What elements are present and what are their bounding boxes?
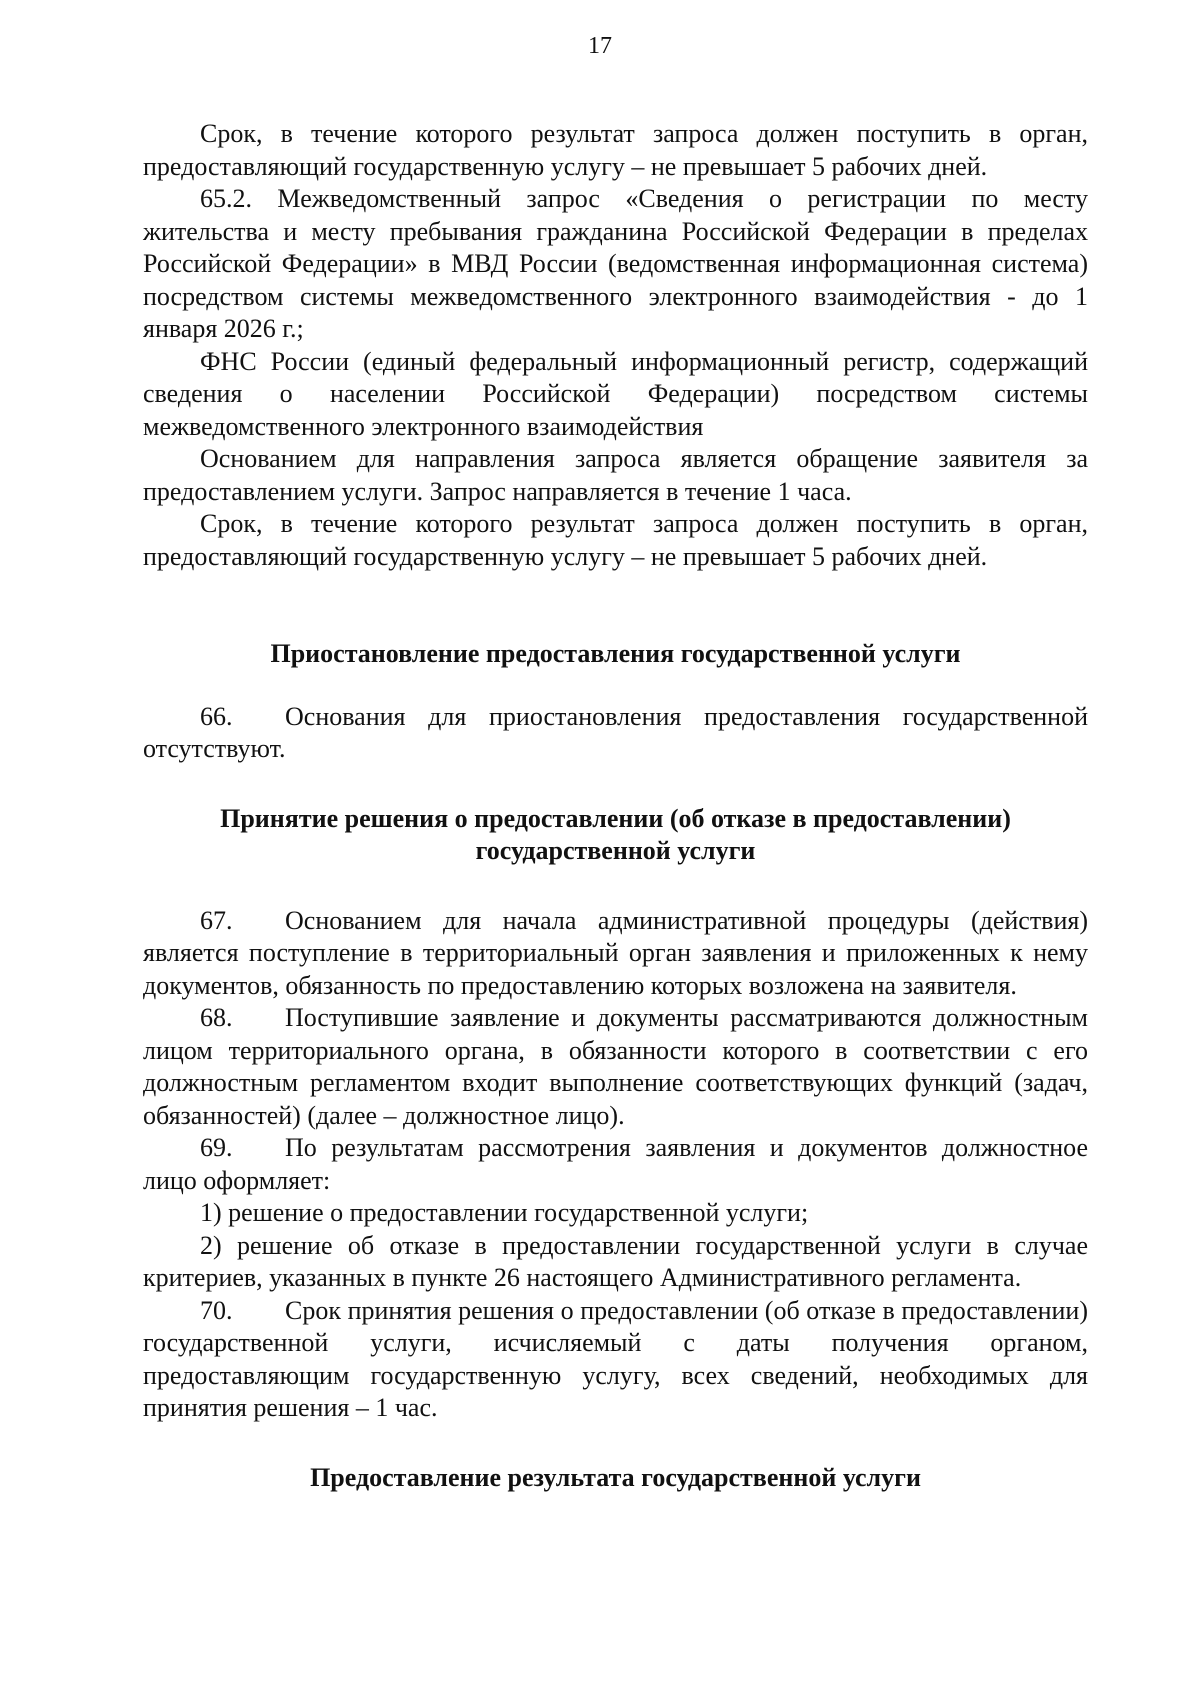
section-heading-decision — [143, 803, 1088, 868]
paragraph-text: Поступившие заявление и документы рассматриваются должностным лицом территориального органа, в обязанности которого в соответствии с его должностным регламентом входит выполнение соответствующих функций (задач, обязанностей) (далее – должностное лицо). — [143, 1003, 1088, 1130]
item-number: 70. — [200, 1295, 233, 1325]
paragraph-65-2: 65.2. Межведомственный запрос «Сведения о регистрации по месту жительства и месту пребывания гражданина Российской Федерации в пределах Российской Федерации» в МВД России (ведомственная информационная система) посредством системы межведомственного электронного взаимодействия - до 1 января 2026 г.; — [143, 184, 1088, 343]
list-item-2: 2) решение об отказе в предоставлении государственной услуги в случае критериев, указанных в пункте 26 настоящего Административного регламента. — [143, 1230, 1088, 1292]
paragraph-request-deadline-1: Срок, в течение которого результат запроса должен поступить в орган, предоставляющий государственную услугу – не превышает 5 рабочих дней. — [143, 119, 1088, 181]
section-heading-result: Предоставление результата государственной услуги — [310, 1462, 921, 1492]
paragraph-69 — [143, 1132, 1088, 1197]
paragraph-67 — [143, 905, 1088, 1003]
section-heading-suspension: Приостановление предоставления государственной услуги — [270, 639, 961, 668]
paragraph-fns-request: ФНС России (единый федеральный информационный регистр, содержащий сведения о населении Российской Федерации) посредством системы межведомственного электронного взаимодействия — [143, 346, 1088, 441]
paragraph-text: По результатам рассмотрения заявления и документов должностное лицо оформляет: — [143, 1133, 1088, 1195]
paragraph-68 — [143, 1002, 1088, 1132]
paragraph-text: Основания для приостановления предоставления государственной отсутствуют. — [143, 701, 1088, 763]
item-number: 67. — [200, 905, 233, 935]
paragraph-request-basis: Основанием для направления запроса является обращение заявителя за предоставлением услуги. Запрос направляется в течение 1 часа. — [143, 444, 1088, 506]
page-number: 17 — [588, 33, 612, 59]
item-number: 66. — [200, 701, 233, 731]
item-number: 69. — [200, 1133, 233, 1162]
heading-line: государственной услуги — [475, 836, 756, 865]
paragraph-text: Основанием для начала административной процедуры (действия) является поступление в территориальный орган заявления и приложенных к нему документов, обязанность по предоставлению которых возложена на заявителя. — [143, 905, 1088, 1000]
paragraph-request-deadline-2: Срок, в течение которого результат запроса должен поступить в орган, предоставляющий государственную услугу – не превышает 5 рабочих дней. — [143, 509, 1088, 571]
item-number: 68. — [200, 1003, 233, 1032]
paragraph-text: Срок принятия решения о предоставлении (об отказе в предоставлении) государственной услуги, исчисляемый с даты получения органом, предоставляющим государственную услугу, всех сведений, необходимых для принятия решения – 1 час. — [143, 1295, 1088, 1422]
paragraph-70 — [143, 1295, 1088, 1425]
document-body — [143, 118, 1088, 1494]
paragraph-66 — [143, 701, 1088, 766]
heading-line: Принятие решения о предоставлении (об отказе в предоставлении) — [220, 803, 1011, 833]
list-item-1: 1) решение о предоставлении государственной услуги; — [200, 1198, 809, 1227]
